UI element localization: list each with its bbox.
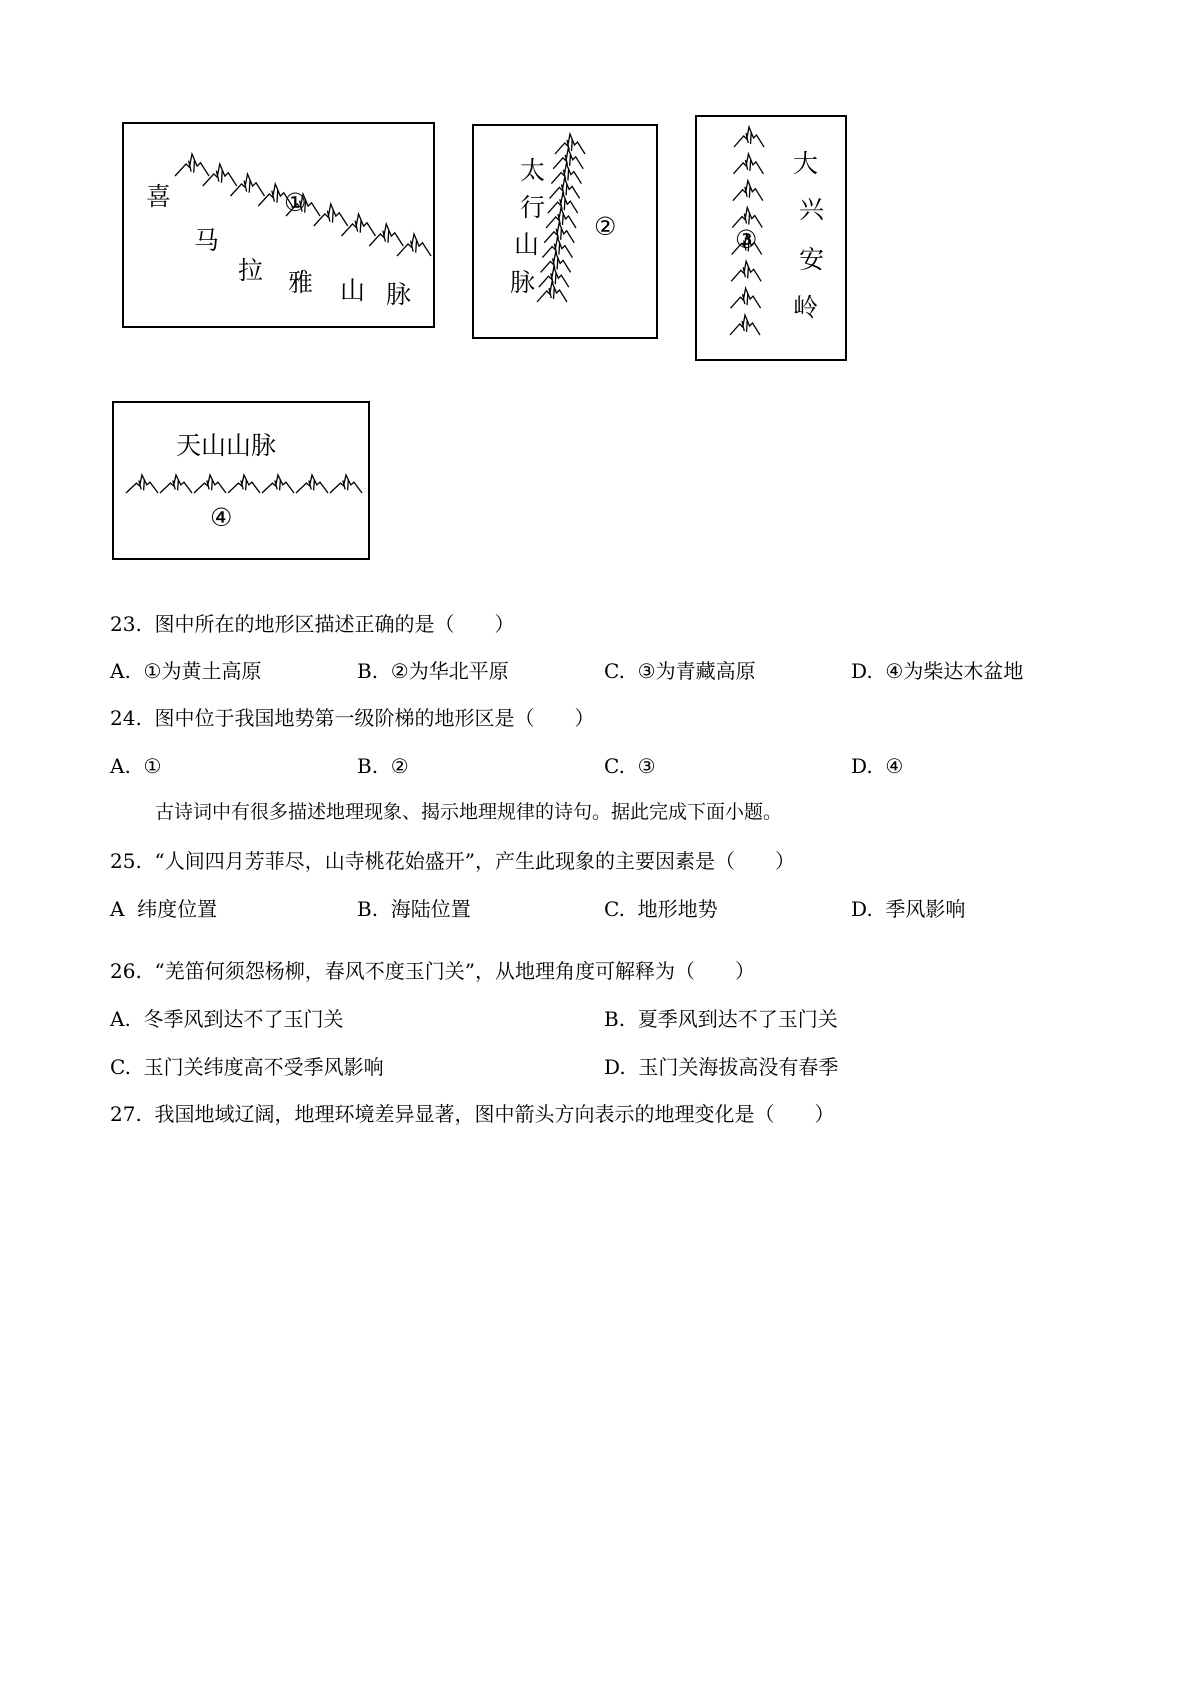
q23-option-c: [604, 661, 756, 681]
option-key: A.: [110, 754, 131, 778]
taihang-figure: [472, 124, 658, 339]
option-key: C.: [604, 897, 625, 921]
option-key: A.: [110, 1007, 131, 1031]
mountain-symbol: [731, 261, 761, 281]
tianshan-mountain-symbols: [114, 403, 372, 562]
question-stem: 图中位于我国地势第一级阶梯的地形区是（ ）: [154, 706, 595, 730]
mountain-symbol: [228, 475, 260, 493]
himalaya-label-char: 马: [194, 226, 220, 255]
q25-option-b: [357, 899, 471, 919]
tianshan-label: 天山山脉: [176, 431, 277, 460]
mountain-symbol: [734, 127, 764, 147]
question-number: 25.: [110, 849, 142, 873]
mountain-symbol: [175, 154, 209, 176]
taihang-label-char: 脉: [510, 268, 536, 297]
option-key: D.: [851, 754, 873, 778]
option-key: A.: [110, 659, 131, 683]
option-key: C.: [604, 659, 625, 683]
daxinganling-label-char: 大: [793, 149, 819, 178]
q26-option-d: [604, 1057, 838, 1077]
q25-option-d: [851, 899, 965, 919]
option-text: 玉门关海拔高没有春季: [638, 1055, 839, 1079]
tianshan-marker: ④: [210, 503, 233, 532]
question-number: 24.: [110, 706, 142, 730]
option-text: 玉门关纬度高不受季风影响: [143, 1055, 384, 1079]
question-stem: 图中所在的地形区描述正确的是（ ）: [154, 612, 515, 636]
question-number: 26.: [110, 959, 142, 983]
himalaya-label-char: 拉: [238, 256, 264, 285]
q26-option-a: [110, 1009, 344, 1029]
option-text: ②: [390, 754, 409, 778]
himalaya-figure: [122, 122, 435, 328]
question-number: 23.: [110, 612, 142, 636]
taihang-label-char: 太: [520, 156, 546, 185]
option-key: D.: [604, 1055, 626, 1079]
q26-option-c: [110, 1057, 384, 1077]
option-text: 地形地势: [637, 897, 718, 921]
question-23: [110, 614, 515, 634]
mountain-symbol: [733, 154, 763, 174]
mountain-symbol: [330, 475, 362, 493]
taihang-marker: ②: [594, 212, 617, 241]
mountain-symbol: [296, 475, 328, 493]
daxinganling-label-char: 岭: [793, 293, 819, 322]
option-key: B.: [357, 897, 379, 921]
option-text: 季风影响: [885, 897, 966, 921]
option-text: 夏季风到达不了玉门关: [637, 1007, 838, 1031]
mountain-symbol: [731, 288, 761, 308]
question-27: [110, 1104, 835, 1124]
option-key: D.: [851, 659, 873, 683]
mountain-symbol: [730, 315, 760, 335]
question-24: [110, 708, 595, 728]
q23-option-a: [110, 661, 261, 681]
daxinganling-label-char: 兴: [799, 195, 825, 224]
q24-option-d: [851, 756, 903, 776]
q25-option-c: [604, 899, 718, 919]
mountain-symbol: [733, 181, 763, 201]
option-text: ②为华北平原: [390, 659, 509, 683]
option-text: 冬季风到达不了玉门关: [143, 1007, 344, 1031]
q25-option-a: [110, 899, 217, 919]
daxinganling-marker: ③: [735, 225, 758, 254]
himalaya-label-char: 山: [340, 276, 366, 305]
poetry-intro: 古诗词中有很多描述地理现象、揭示地理规律的诗句。据此完成下面小题。: [155, 801, 783, 823]
option-key: C.: [604, 754, 625, 778]
option-text: ①: [143, 754, 162, 778]
taihang-mountain-symbols: [474, 126, 660, 341]
question-stem: “羌笛何须怨杨柳，春风不度玉门关”，从地理角度可解释为（ ）: [154, 959, 755, 983]
question-26: [110, 961, 755, 981]
option-key: A: [110, 897, 125, 921]
himalaya-label-char: 喜: [146, 182, 172, 211]
q26-option-b: [604, 1009, 838, 1029]
question-stem: “人间四月芳菲尽，山寺桃花始盛开”，产生此现象的主要因素是（ ）: [154, 849, 795, 873]
option-text: ④为柴达木盆地: [885, 659, 1024, 683]
daxinganling-mountain-symbols: [697, 117, 849, 363]
option-key: D.: [851, 897, 873, 921]
mountain-symbol: [262, 475, 294, 493]
taihang-label-char: 山: [514, 230, 540, 259]
mountain-symbol: [555, 134, 585, 154]
option-key: B.: [357, 659, 379, 683]
mountain-symbol: [160, 475, 192, 493]
himalaya-marker: ①: [284, 188, 307, 217]
option-text: ③: [637, 754, 656, 778]
option-text: ①为黄土高原: [143, 659, 262, 683]
q24-option-c: [604, 756, 656, 776]
mountain-symbol: [126, 475, 158, 493]
q24-option-b: [357, 756, 409, 776]
option-text: 纬度位置: [137, 897, 218, 921]
daxinganling-label-char: 安: [799, 245, 825, 274]
option-key: B.: [604, 1007, 626, 1031]
option-key: C.: [110, 1055, 131, 1079]
tianshan-figure: [112, 401, 370, 560]
option-key: B.: [357, 754, 379, 778]
option-text: ③为青藏高原: [637, 659, 756, 683]
option-text: ④: [885, 754, 904, 778]
option-text: 海陆位置: [390, 897, 471, 921]
q23-option-d: [851, 661, 1023, 681]
question-number: 27.: [110, 1102, 142, 1126]
q23-option-b: [357, 661, 509, 681]
daxinganling-figure: [695, 115, 847, 361]
mountain-symbol: [194, 475, 226, 493]
q24-option-a: [110, 756, 161, 776]
himalaya-label-char: 脉: [386, 280, 412, 309]
question-stem: 我国地域辽阔，地理环境差异显著，图中箭头方向表示的地理变化是（ ）: [154, 1102, 835, 1126]
question-25: [110, 851, 795, 871]
taihang-label-char: 行: [520, 193, 546, 222]
himalaya-label-char: 雅: [288, 268, 314, 297]
